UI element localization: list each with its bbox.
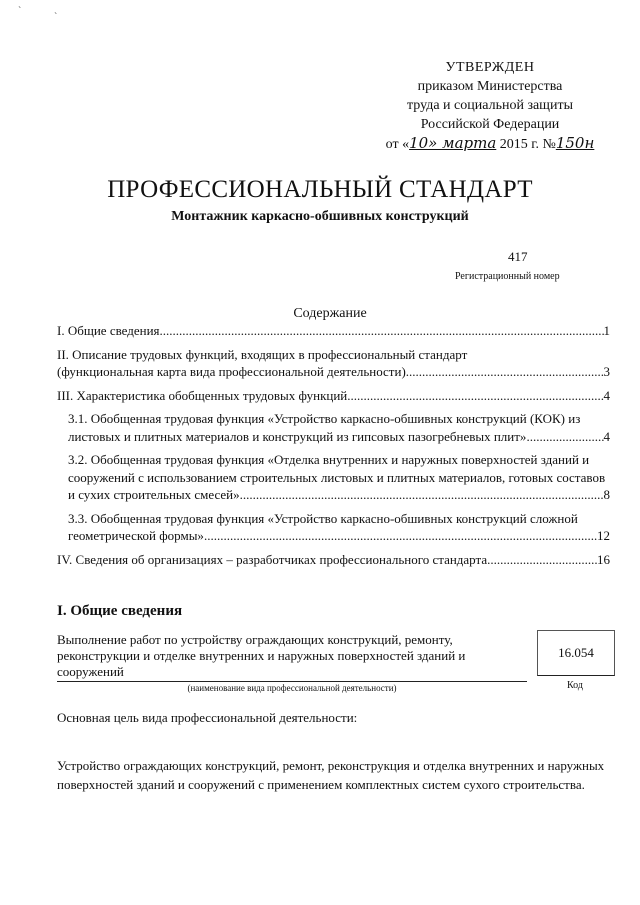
- toc-entry-text: и сухих строительных смесей»: [68, 487, 240, 502]
- date-year: 2015 г. №: [496, 137, 556, 152]
- toc-entry-text: IV. Сведения об организациях – разработчиках профессионального стандарта: [57, 551, 488, 567]
- toc-entry[interactable]: [57, 551, 610, 569]
- activity-code: 16.054: [558, 645, 594, 660]
- toc-entry[interactable]: [57, 451, 610, 504]
- scan-mark: ˋ: [18, 6, 22, 17]
- registration-number: 417: [508, 249, 528, 264]
- goal-description: [57, 756, 617, 794]
- toc-page-number: 12: [597, 528, 610, 543]
- toc-entry-text: геометрической формы»: [68, 528, 204, 543]
- toc-entry-last-line: [68, 428, 610, 446]
- toc-leader-dots: [526, 428, 603, 446]
- toc-leader-dots: [347, 387, 603, 405]
- toc-page-number: 4: [603, 428, 610, 444]
- toc-leader-dots: [204, 527, 597, 545]
- toc-entry-last-line: [68, 486, 610, 504]
- toc-entry[interactable]: [57, 410, 610, 445]
- approval-line: труда и социальной защиты: [407, 98, 573, 113]
- code-caption: Код: [567, 680, 583, 691]
- toc-entry-text: I. Общие сведения: [57, 323, 160, 338]
- toc-page-number: 1: [603, 323, 610, 338]
- toc-entry-last-line: [57, 551, 610, 569]
- date-prefix: от «: [385, 137, 410, 152]
- approval-block: [360, 58, 620, 154]
- toc-entry-last-line: [68, 527, 610, 545]
- toc-entry-text: сооружений с использованием строительных листовых и плитных материалов, готовых составов: [68, 469, 606, 485]
- toc-entry-text: II. Описание трудовых функций, входящих в профессиональный стандарт: [57, 346, 468, 362]
- toc-entry-last-line: [57, 387, 610, 405]
- toc-entry[interactable]: [57, 510, 610, 545]
- toc-entry[interactable]: [57, 387, 610, 405]
- approval-heading: УТВЕРЖДЕН: [445, 60, 535, 75]
- toc-entry-text: (функциональная карта вида профессиональной деятельности): [57, 364, 406, 379]
- activity-kind-line: Выполнение работ по устройству ограждающих конструкций, ремонту,: [57, 632, 453, 647]
- toc-leader-dots: [160, 322, 604, 340]
- toc-entry[interactable]: [57, 346, 610, 381]
- registration-label: Регистрационный номер: [455, 271, 560, 282]
- toc-entry-text: 3.3. Обобщенная трудовая функция «Устройство каркасно-обшивных конструкций сложной: [68, 510, 578, 526]
- approval-date-line: [360, 134, 620, 154]
- approval-line: приказом Министерства: [417, 79, 563, 94]
- section-heading: I. Общие сведения: [57, 603, 183, 619]
- goal-label: Основная цель вида профессиональной деятельности:: [57, 710, 358, 725]
- toc-entry-text: III. Характеристика обобщенных трудовых функций: [57, 387, 348, 403]
- table-of-contents: [57, 322, 610, 568]
- toc-page-number: 8: [603, 487, 610, 502]
- goal-line: поверхностей зданий и сооружений с применением комплектных систем сухого строительства.: [57, 777, 585, 792]
- goal-line: Устройство ограждающих конструкций, ремонт, реконструкция и отделка внутренних и наружных: [57, 758, 605, 773]
- toc-leader-dots: [487, 551, 597, 569]
- toc-entry-last-line: [57, 322, 610, 340]
- activity-kind-field: [57, 632, 527, 682]
- toc-entry-text: 3.1. Обобщенная трудовая функция «Устройство каркасно-обшивных конструкций (КОК) из: [68, 411, 581, 426]
- activity-code-box: [537, 630, 615, 676]
- toc-entry[interactable]: [57, 322, 610, 340]
- handwritten-date: 10» марта: [409, 134, 497, 152]
- toc-entry-last-line: [57, 363, 610, 381]
- activity-kind-line: реконструкции и отделке внутренних и наружных поверхностей зданий и: [57, 648, 466, 663]
- toc-page-number: 16: [597, 551, 610, 567]
- activity-kind-caption: (наименование вида профессиональной деятельности): [187, 683, 397, 693]
- toc-leader-dots: [406, 363, 604, 381]
- scan-mark: ˋ: [54, 12, 58, 23]
- handwritten-order-number: 150н: [555, 134, 595, 152]
- document-title: ПРОФЕССИОНАЛЬНЫЙ СТАНДАРТ: [107, 176, 533, 203]
- document-subtitle: Монтажник каркасно-обшивных конструкций: [171, 209, 469, 224]
- toc-heading: Содержание: [293, 306, 367, 321]
- toc-entry-text: листовых и плитных материалов и конструкций из гипсовых пазогребневых плит»: [68, 428, 527, 444]
- toc-entry-text: 3.2. Обобщенная трудовая функция «Отделка внутренних и наружных поверхностей зданий и: [68, 452, 590, 467]
- approval-line: Российской Федерации: [420, 117, 560, 132]
- activity-kind-line: сооружений: [57, 664, 124, 679]
- toc-page-number: 4: [603, 387, 610, 403]
- toc-leader-dots: [240, 486, 604, 504]
- toc-page-number: 3: [603, 364, 610, 379]
